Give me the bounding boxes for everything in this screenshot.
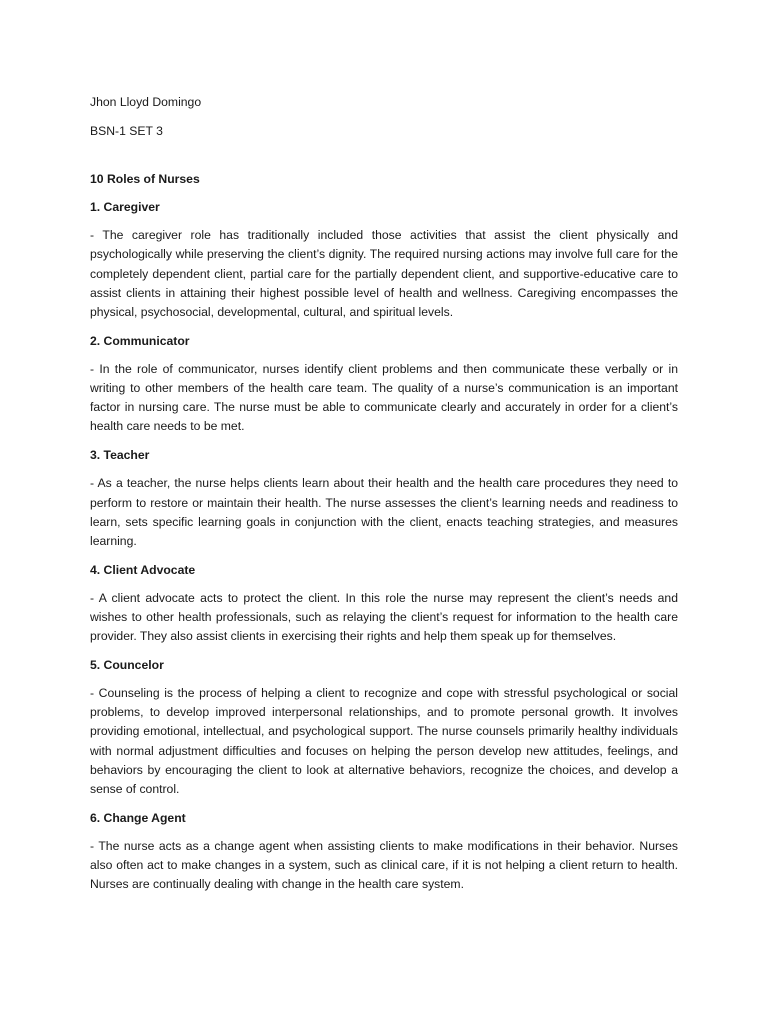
role-text-caregiver: - The caregiver role has traditionally included those activities that assist the client physically and psychologically while preserving the client’s dignity. The required nursing actions may involve full care for the completely dependent client, partial care for the partially dependent client, and supportive-educative care to assist clients in attaining their highest possible level of health and wellness. Caregiving encompasses the physical, psychosocial, developmental, cultural, and spiritual levels.: [90, 228, 678, 319]
role-text-client-advocate: - A client advocate acts to protect the client. In this role the nurse may represent the client’s needs and wishes to other health professionals, such as relaying the client’s request for information to the health care provider. They also assist clients in exercising their rights and help them speak up for themselves.: [90, 590, 678, 644]
role-text-teacher: - As a teacher, the nurse helps clients learn about their health and the health care procedures they need to perform to restore or maintain their health. The nurse assesses the client’s learning needs and readiness to learn, sets specific learning goals in conjunction with the client, enacts teaching strategies, and measures learning.: [90, 476, 678, 548]
role-heading-communicator: 2. Communicator: [90, 333, 190, 348]
author-name: Jhon Lloyd Domingo: [90, 95, 202, 109]
role-text-communicator: - In the role of communicator, nurses identify client problems and then communicate these verbally or in writing to other members of the health care team. The quality of a nurse’s communication is an important factor in nursing care. The nurse must be able to communicate clearly and accurately in order for a client’s health care needs to be met.: [90, 361, 678, 434]
role-heading-caregiver: 1. Caregiver: [90, 200, 160, 215]
role-heading-councelor: 5. Councelor: [90, 658, 164, 673]
role-text-councelor: - Counseling is the process of helping a client to recognize and cope with stressful psychological or social problems, to develop improved interpersonal relationships, and to promote personal growth. It involves providing emotional, intellectual, and psychological support. The nurse counsels primarily healthy individuals with normal adjustment difficulties and focuses on helping the person develop new attitudes, feelings, and behaviors by encouraging the client to look at alternative behaviors, recognize the choices, and develop a sense of control.: [90, 686, 678, 796]
document-page: [90, 93, 678, 904]
role-heading-teacher: 3. Teacher: [90, 448, 150, 463]
document-title: 10 Roles of Nurses: [90, 172, 200, 187]
class-section: BSN-1 SET 3: [90, 124, 163, 139]
role-heading-change-agent: 6. Change Agent: [90, 810, 186, 825]
role-heading-client-advocate: 4. Client Advocate: [90, 562, 196, 577]
role-text-change-agent: - The nurse acts as a change agent when assisting clients to make modifications in their behavior. Nurses also often act to make changes in a system, such as clinical care, if it is not helping a client return to health. Nurses are continually dealing with change in the health care system.: [90, 838, 678, 892]
